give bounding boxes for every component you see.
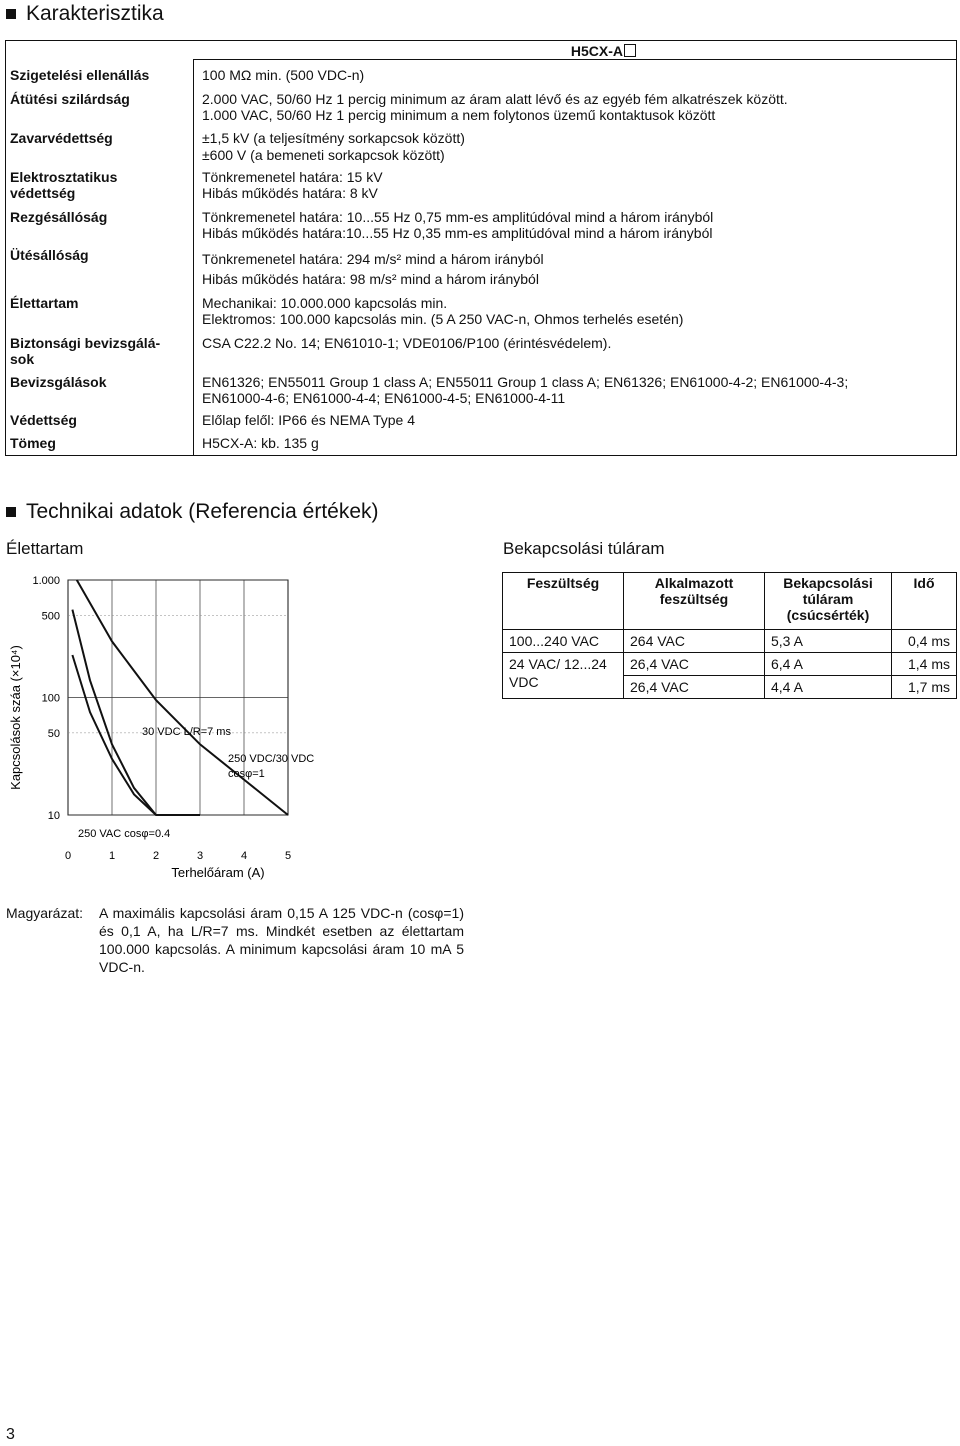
sub-heading-life: Élettartam [6,539,84,558]
page-number: 3 [6,1426,15,1443]
annotation-label: 250 VAC cosφ=0.4 [78,828,171,840]
placeholder-box-icon [624,44,636,57]
table-row: 24 VAC/ 12...24 VDC 26,4 VAC 6,4 A 1,4 ms [503,653,957,676]
y-tick-label: 10 [47,810,60,822]
y-tick-label: 100 [41,692,60,705]
table-row: 100...240 VAC 264 VAC 5,3 A 0,4 ms [503,630,957,653]
x-tick-label: 1 [108,850,116,862]
spec-table: H5CX-A Szigetelési ellenállás 100 MΩ min. (500 VDC-n) Átütési szilárdság 2.000 VAC, 50/60 Hz 1 percig minimum az áram alatt lévő és az egyéb fém alkatrészek között. 1.000 VAC, 50/60 Hz 1 percig minimum a nem folytonos üzemű kontaktusok között Zavarvédettség ±1,5 kV (a teljesítmény sorkapcsok között) ±600 V (a bemeneti sorkapcsok között) Elektrosztatikus védettség Tönkremenetel határa: 15 kV Hibás működés határa: 8 kV Rezgésállóság Tönkremenetel határa: 10...55 Hz 0,75 mm-es amplitúdóval mind a három irányból Hibás működés határa:10...55 Hz 0,35 mm-es amplitúdóval mind a három irányból Ütésállóság Tönkremenetel határa: 294 m/s² mind a három irányból Hibás működés határa: 98 m/s² mind a három irányból Élettartam Mechanikai: 10.000.000 kapcsolás min. Elektromos: 100.000 kapcsolás min. (5 A 250 VAC-n, Ohmos terhelés esetén) Biztonsági bevizsgálá-sok CSA C22.2 No. 14; EN61010-1; VDE0106/P100 (érintésvédelem). Bevizsgálások EN61326; EN55011 Group 1 class A; EN55011 Group 1 class A; EN61326; EN61000-4-2; EN61000-4-3; EN61000-4-6; EN61000-4-4; EN61000-4-5; EN61000-4-11 Védettség Előlap felől: IP66 és NEMA Type 4 Tömeg H5CX-A: kb. 135 g [5,40,957,456]
y-tick-label: 1.000 [32,575,60,587]
y-axis-label: Kapcsolások száa (×10⁴) [8,645,23,790]
annotation-label: 30 VDC L/R=7 ms [142,726,231,738]
table-header-row [503,573,957,630]
y-tick-label: 50 [47,727,60,740]
x-tick-label: 3 [196,850,204,862]
column-header: Alkalmazott feszültség [624,573,765,630]
column-header: Feszültség [503,573,624,630]
model-header: H5CX-A [571,43,636,59]
x-tick-label: 2 [152,850,160,862]
x-tick-label: 0 [64,850,72,862]
bullet-square-icon [6,507,16,517]
x-tick-label: 4 [240,850,248,862]
column-header: Bekapcsolási túláram (csúcsérték) [765,573,892,630]
section-heading-characteristics: Karakterisztika [6,2,164,26]
section-heading-technical: Technikai adatok (Referencia értékek) [6,500,379,524]
x-tick-label: 5 [284,850,292,862]
sub-heading-inrush: Bekapcsolási túláram [503,539,665,558]
table-row: 26,4 VAC 4,4 A 1,7 ms [503,676,957,699]
y-tick-label: 500 [41,610,60,623]
life-chart [0,565,480,885]
annotation-label: 250 VDC/30 VDC [228,753,315,765]
series-line [72,610,156,815]
bullet-square-icon [6,9,16,19]
annotation-label: cosφ=1 [228,768,265,780]
inrush-table [502,572,957,699]
column-header: Idő [892,573,957,630]
x-axis-label: Terhelőáram (A) [171,865,265,880]
